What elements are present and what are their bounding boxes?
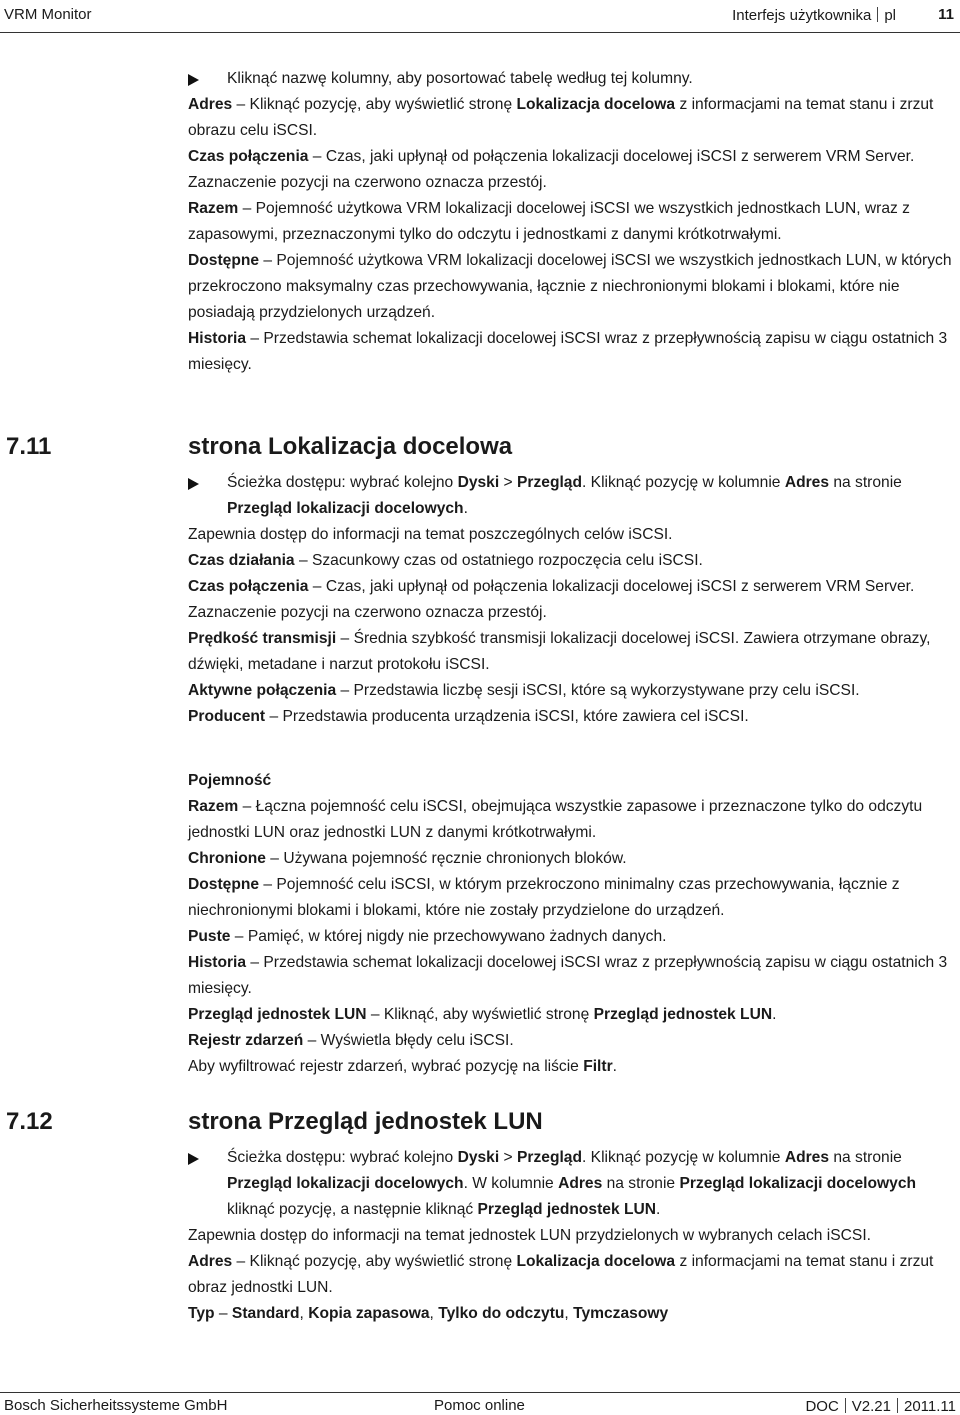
definition-czas-polaczenia: Czas połączenia – Czas, jaki upłynął od połączenia lokalizacji docelowej iSCSI z serwerem VRM Server. Zaznaczenie pozycji na czerwono oznacza przestój. (188, 578, 915, 621)
page-header (0, 0, 960, 33)
header-page-number: 11 (938, 6, 954, 23)
header-separator (877, 7, 878, 22)
footer-date: 2011.11 (904, 1398, 956, 1415)
definition-czas-dzialania: Czas działania – Szacunkowy czas od ostatniego rozpoczęcia celu iSCSI. (188, 552, 703, 569)
menu-dyski[interactable]: Dyski (457, 474, 500, 491)
section-intro: Zapewnia dostęp do informacji na temat jednostek LUN przydzielonych w wybranych celach iSCSI. (188, 1227, 871, 1244)
section-number: 7.12 (6, 1108, 53, 1135)
definition-rejestr-zdarzen: Rejestr zdarzeń – Wyświetla błędy celu iSCSI. (188, 1032, 514, 1049)
section-intro: Zapewnia dostęp do informacji na temat poszczególnych celów iSCSI. (188, 526, 673, 543)
definition-predkosc: Prędkość transmisji – Średnia szybkość transmisji lokalizacji docelowej iSCSI. Zawiera otrzymane obrazy, dźwięki, metadane i narzut protokołu iSCSI. (188, 630, 931, 673)
list-item: Kliknąć nazwę kolumny, aby posortować tabelę według tej kolumny. (188, 66, 958, 92)
column-adres[interactable]: Adres (784, 474, 830, 491)
definition-razem: Razem – Pojemność użytkowa VRM lokalizacji docelowej iSCSI we wszystkich jednostkach LUN, wraz z zapasowymi, przeznaczonymi tylko do odczytu i jednostkami z danymi krótkotrwałymi. (188, 200, 910, 243)
header-rule (0, 32, 960, 33)
subheading-pojemnosc: Pojemność (188, 772, 272, 789)
definition-producent: Producent – Przedstawia producenta urządzenia iSCSI, które zawiera cel iSCSI. (188, 708, 749, 725)
footer-company: Bosch Sicherheitssysteme GmbH (4, 1397, 228, 1414)
footer-help: Pomoc online (434, 1397, 525, 1414)
menu-przeglad[interactable]: Przegląd (517, 1149, 582, 1166)
header-section-title: Interfejs użytkownika (732, 7, 872, 24)
column-adres[interactable]: Adres (784, 1149, 830, 1166)
section-title: strona Lokalizacja docelowa (188, 433, 513, 460)
definition-chronione: Chronione – Używana pojemność ręcznie chronionych bloków. (188, 850, 627, 867)
header-section (732, 7, 896, 23)
link-przeglad-jednostek-lun[interactable]: Przegląd jednostek LUN (477, 1201, 657, 1218)
definition-dostepne: Dostępne – Pojemność użytkowa VRM lokalizacji docelowej iSCSI we wszystkich jednostkach LUN, w których przekroczono maksymalny czas przechowywania, łącznie z niechronionymi blokami i blokami, które nie posiadają przydzielonych urządzeń. (188, 252, 952, 321)
link-lokalizacja-docelowa[interactable]: Lokalizacja docelowa (516, 96, 676, 113)
bullet-arrow-icon (188, 1153, 199, 1165)
link-przeglad-lokalizacji-2[interactable]: Przegląd lokalizacji docelowych (679, 1175, 917, 1192)
section-7-11-capacity (188, 768, 958, 1080)
list-item: Ścieżka dostępu: wybrać kolejno Dyski > Przegląd. Kliknąć pozycję w kolumnie Adres na stronie Przegląd lokalizacji docelowych. (188, 470, 958, 522)
list-filtr[interactable]: Filtr (583, 1058, 613, 1075)
bullet-arrow-icon (188, 74, 199, 86)
section-number: 7.11 (6, 433, 52, 460)
page-footer (0, 1392, 960, 1414)
intro-block (188, 66, 958, 378)
definition-razem: Razem – Łączna pojemność celu iSCSI, obejmująca wszystkie zapasowe i przeznaczone tylko do odczytu jednostki LUN oraz jednostki LUN z danymi krótkotrwałymi. (188, 798, 923, 841)
footer-version: V2.21 (851, 1398, 891, 1415)
footer-rule (0, 1392, 960, 1393)
section-title: strona Przegląd jednostek LUN (188, 1108, 543, 1135)
link-lokalizacja-docelowa[interactable]: Lokalizacja docelowa (516, 1253, 676, 1270)
list-item: Ścieżka dostępu: wybrać kolejno Dyski > Przegląd. Kliknąć pozycję w kolumnie Adres na stronie Przegląd lokalizacji docelowych. W kolumnie Adres na stronie Przegląd lokalizacji docelowych kliknąć pozycję, a następnie kliknąć Przegląd jednostek LUN. (188, 1145, 958, 1223)
definition-historia: Historia – Przedstawia schemat lokalizacji docelowej iSCSI wraz z przepływnością zapisu w ciągu ostatnich 3 miesięcy. (188, 954, 948, 997)
link-przeglad-lokalizacji[interactable]: Przegląd lokalizacji docelowych (227, 1175, 464, 1192)
definition-historia: Historia – Przedstawia schemat lokalizacji docelowej iSCSI wraz z przepływnością zapisu w ciągu ostatnich 3 miesięcy. (188, 330, 948, 373)
header-language: pl (884, 7, 896, 24)
link-przeglad-lokalizacji[interactable]: Przegląd lokalizacji docelowych (227, 500, 464, 517)
definition-czas-polaczenia: Czas połączenia – Czas, jaki upłynął od połączenia lokalizacji docelowej iSCSI z serwerem VRM Server. Zaznaczenie pozycji na czerwono oznacza przestój. (188, 148, 915, 191)
definition-przeglad-lun: Przegląd jednostek LUN – Kliknąć, aby wyświetlić stronę Przegląd jednostek LUN. (188, 1006, 777, 1023)
definition-dostepne: Dostępne – Pojemność celu iSCSI, w którym przekroczono minimalny czas przechowywania, łącznie z niechronionymi blokami i blokami, które nie zostały przydzielone do urządzeń. (188, 876, 900, 919)
section-7-12-body (188, 1145, 958, 1327)
footer-doc-info (805, 1398, 956, 1414)
definition-typ: Typ – Standard, Kopia zapasowa, Tylko do odczytu, Tymczasowy (188, 1305, 669, 1322)
footer-doc: DOC (805, 1398, 839, 1415)
definition-puste: Puste – Pamięć, w której nigdy nie przechowywano żadnych danych. (188, 928, 667, 945)
definition-adres: Adres – Kliknąć pozycję, aby wyświetlić stronę Lokalizacja docelowa z informacjami na temat stanu i zrzut obrazu celu iSCSI. (188, 96, 934, 139)
column-adres-2[interactable]: Adres (558, 1175, 603, 1192)
menu-przeglad[interactable]: Przegląd (517, 474, 582, 491)
definition-adres: Adres – Kliknąć pozycję, aby wyświetlić stronę Lokalizacja docelowa z informacjami na temat stanu i zrzut obraz jednostki LUN. (188, 1253, 934, 1296)
definition-aktywne-polaczenia: Aktywne połączenia – Przedstawia liczbę sesji iSCSI, które są wykorzystywane przy celu iSCSI. (188, 682, 860, 699)
link-przeglad-jednostek-lun[interactable]: Przegląd jednostek LUN (593, 1006, 773, 1023)
bullet-arrow-icon (188, 478, 199, 490)
menu-dyski[interactable]: Dyski (457, 1149, 500, 1166)
filter-instruction: Aby wyfiltrować rejestr zdarzeń, wybrać pozycję na liście Filtr. (188, 1058, 617, 1075)
header-app-name: VRM Monitor (4, 6, 92, 23)
section-7-11-body (188, 470, 958, 730)
